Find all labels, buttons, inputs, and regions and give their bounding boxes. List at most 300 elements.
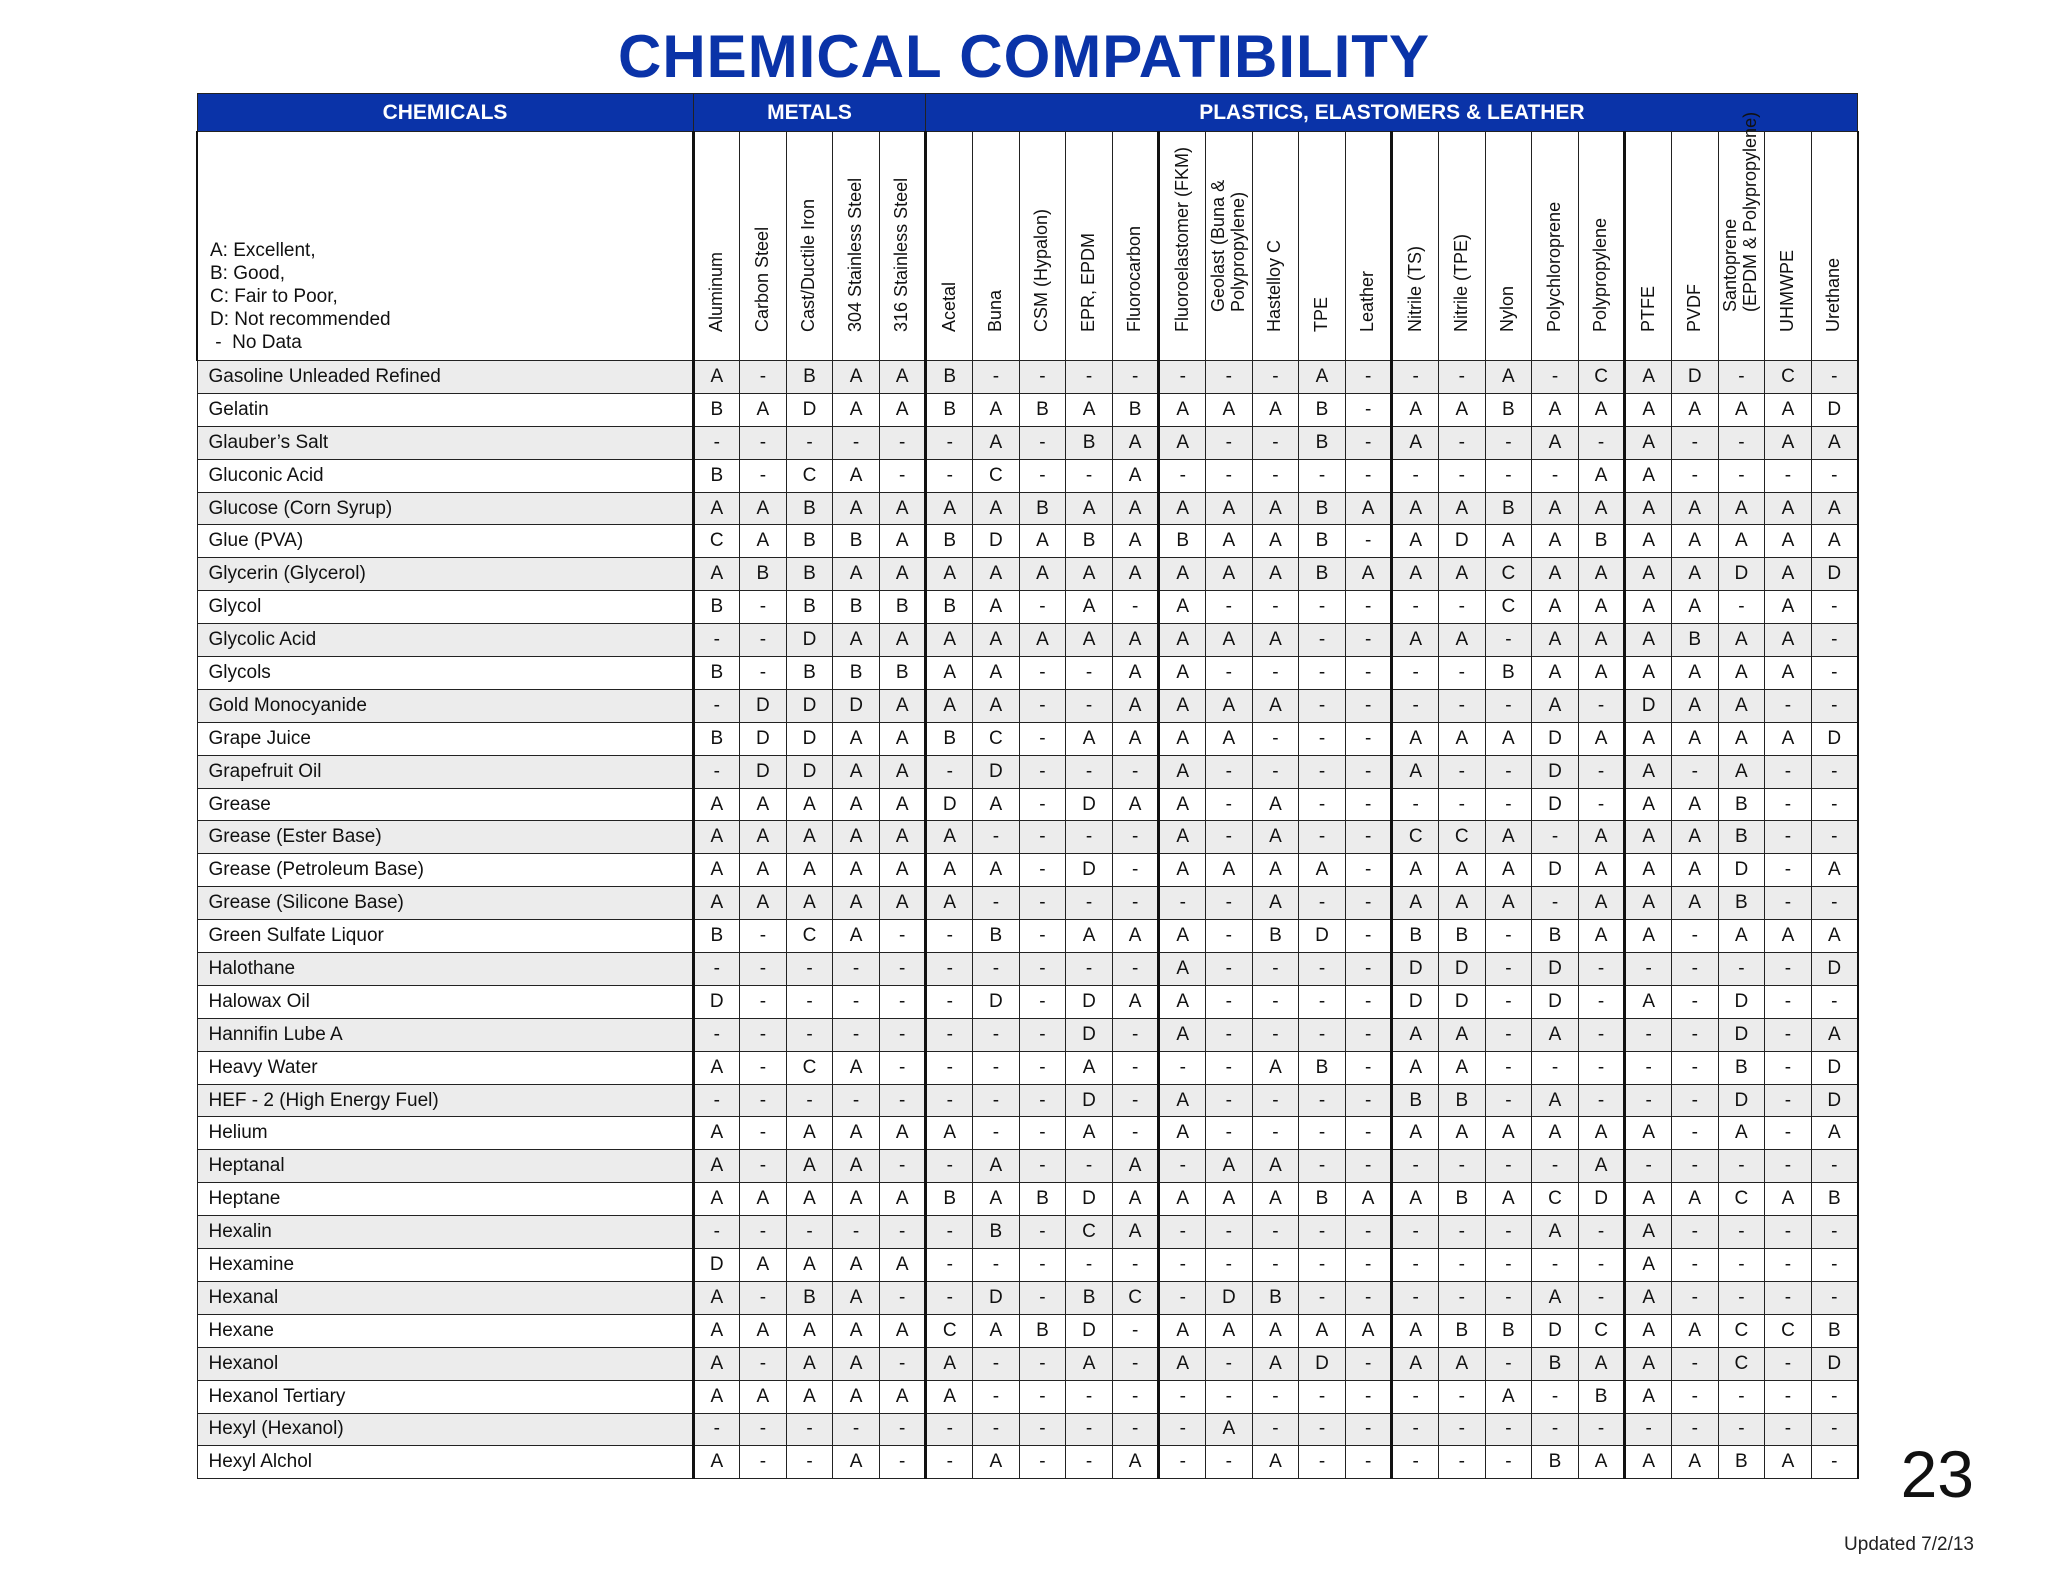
rating-cell: A [1578, 492, 1625, 525]
rating-cell: D [693, 985, 740, 1018]
rating-cell: B [1578, 525, 1625, 558]
rating-cell: C [1765, 361, 1812, 394]
rating-cell: A [1299, 854, 1346, 887]
column-header-label [1720, 112, 1760, 312]
rating-cell: A [1299, 361, 1346, 394]
rating-cell: - [1439, 1216, 1486, 1249]
rating-cell: B [1485, 492, 1532, 525]
rating-cell: - [1671, 1150, 1718, 1183]
rating-cell: - [879, 426, 926, 459]
rating-cell: A [833, 1183, 880, 1216]
chemical-name: Glue (PVA) [197, 525, 693, 558]
rating-cell: - [786, 1018, 833, 1051]
rating-cell: D [1718, 558, 1765, 591]
table-row [197, 1051, 1858, 1084]
rating-cell: A [1485, 1117, 1532, 1150]
rating-cell: - [1392, 459, 1439, 492]
rating-cell: - [693, 689, 740, 722]
rating-cell: D [1532, 788, 1579, 821]
rating-cell: D [973, 755, 1020, 788]
column-header-line: Buna [984, 289, 1005, 332]
column-header-label [798, 199, 818, 332]
column-header [1252, 132, 1299, 361]
rating-cell: - [693, 953, 740, 986]
rating-cell: B [786, 591, 833, 624]
rating-cell: B [693, 393, 740, 426]
rating-cell: B [786, 361, 833, 394]
rating-cell: A [879, 887, 926, 920]
rating-cell: - [1485, 1216, 1532, 1249]
rating-cell: - [1345, 1347, 1392, 1380]
chemical-name: Helium [197, 1117, 693, 1150]
rating-cell: B [1718, 788, 1765, 821]
rating-cell: A [1252, 525, 1299, 558]
rating-cell: B [1532, 1347, 1579, 1380]
rating-cell: - [1392, 1413, 1439, 1446]
rating-cell: - [1299, 887, 1346, 920]
rating-cell: A [879, 689, 926, 722]
rating-cell: - [1206, 755, 1253, 788]
table-row [197, 1413, 1858, 1446]
rating-cell: - [1718, 1249, 1765, 1282]
rating-cell: A [833, 1347, 880, 1380]
rating-cell: A [1112, 624, 1159, 657]
rating-cell: A [1578, 624, 1625, 657]
rating-cell: - [973, 1018, 1020, 1051]
column-header-line: Aluminum [705, 251, 726, 332]
rating-cell: - [1112, 821, 1159, 854]
rating-cell: - [1811, 887, 1858, 920]
column-header [973, 132, 1020, 361]
rating-cell: A [879, 788, 926, 821]
rating-cell: - [1206, 459, 1253, 492]
rating-cell: D [1578, 1183, 1625, 1216]
rating-cell: A [1252, 624, 1299, 657]
rating-cell: - [1811, 1150, 1858, 1183]
rating-cell: A [973, 558, 1020, 591]
rating-cell: - [926, 985, 973, 1018]
rating-cell: - [1252, 755, 1299, 788]
rating-cell: - [1345, 361, 1392, 394]
rating-cell: A [1206, 624, 1253, 657]
rating-cell: - [786, 426, 833, 459]
rating-cell: B [833, 525, 880, 558]
rating-cell: - [1345, 821, 1392, 854]
rating-cell: A [1532, 1117, 1579, 1150]
rating-cell: A [786, 1150, 833, 1183]
rating-cell: A [1765, 1183, 1812, 1216]
rating-cell: - [973, 1413, 1020, 1446]
rating-cell: A [1578, 393, 1625, 426]
column-header [1811, 132, 1858, 361]
column-header [1159, 132, 1206, 361]
rating-cell: - [1392, 788, 1439, 821]
rating-cell: D [833, 689, 880, 722]
rating-cell: A [1578, 459, 1625, 492]
rating-cell: - [1345, 722, 1392, 755]
rating-cell: A [1811, 1117, 1858, 1150]
rating-cell: B [1718, 1446, 1765, 1479]
rating-cell: - [1671, 1380, 1718, 1413]
page-title: CHEMICAL COMPATIBILITY [618, 23, 1430, 90]
rating-cell: - [1811, 755, 1858, 788]
rating-cell: - [1019, 1051, 1066, 1084]
rating-cell: - [1019, 361, 1066, 394]
rating-cell: A [1532, 1018, 1579, 1051]
rating-cell: - [1578, 1051, 1625, 1084]
rating-cell: - [926, 1249, 973, 1282]
rating-cell: - [1671, 1117, 1718, 1150]
rating-cell: - [1485, 1347, 1532, 1380]
rating-cell: - [740, 591, 787, 624]
rating-cell: A [693, 1117, 740, 1150]
rating-cell: A [833, 393, 880, 426]
rating-cell: - [1345, 1216, 1392, 1249]
rating-cell: A [1625, 887, 1672, 920]
rating-cell: - [1625, 953, 1672, 986]
rating-cell: - [1252, 1249, 1299, 1282]
rating-cell: A [693, 887, 740, 920]
column-header [1019, 132, 1066, 361]
rating-cell: A [1439, 558, 1486, 591]
column-header-line: PVDF [1683, 283, 1704, 332]
rating-cell: A [1765, 1446, 1812, 1479]
table-row [197, 722, 1858, 755]
rating-cell: - [1019, 1281, 1066, 1314]
table-row [197, 657, 1858, 690]
rating-cell: - [740, 459, 787, 492]
rating-cell: A [1252, 1150, 1299, 1183]
rating-cell: - [973, 1347, 1020, 1380]
rating-cell: A [833, 459, 880, 492]
rating-cell: A [1532, 624, 1579, 657]
compatibility-table [196, 93, 1859, 1479]
rating-cell: - [926, 920, 973, 953]
rating-cell: - [1485, 1084, 1532, 1117]
rating-cell: - [1206, 920, 1253, 953]
rating-cell: - [1159, 1150, 1206, 1183]
rating-cell: - [1206, 953, 1253, 986]
rating-cell: A [1578, 1150, 1625, 1183]
rating-cell: A [833, 1150, 880, 1183]
chemical-name: Grapefruit Oil [197, 755, 693, 788]
rating-cell: - [1299, 788, 1346, 821]
rating-cell: - [879, 920, 926, 953]
rating-cell: A [693, 1281, 740, 1314]
rating-cell: - [1811, 591, 1858, 624]
rating-cell: A [1206, 689, 1253, 722]
rating-cell: - [1439, 1380, 1486, 1413]
column-header-label [1777, 250, 1797, 332]
rating-cell: A [1206, 1183, 1253, 1216]
rating-cell: D [1532, 953, 1579, 986]
rating-cell: A [1159, 755, 1206, 788]
chemical-name: Grease (Silicone Base) [197, 887, 693, 920]
rating-cell: A [833, 1051, 880, 1084]
rating-cell: A [973, 788, 1020, 821]
rating-cell: - [1159, 1051, 1206, 1084]
rating-cell: A [693, 1314, 740, 1347]
rating-cell: B [1811, 1314, 1858, 1347]
rating-cell: - [740, 361, 787, 394]
column-header-row [197, 132, 1858, 361]
rating-cell: - [1718, 1413, 1765, 1446]
column-header-label [1078, 233, 1098, 332]
rating-cell: - [1345, 591, 1392, 624]
rating-cell: B [879, 591, 926, 624]
rating-cell: A [1625, 393, 1672, 426]
rating-cell: A [1252, 1314, 1299, 1347]
rating-cell: - [879, 1084, 926, 1117]
table-row [197, 1183, 1858, 1216]
rating-cell: A [1439, 887, 1486, 920]
rating-cell: A [786, 1380, 833, 1413]
rating-cell: - [1345, 1051, 1392, 1084]
rating-cell: - [1345, 459, 1392, 492]
rating-cell: A [693, 1150, 740, 1183]
rating-cell: - [1299, 1018, 1346, 1051]
rating-cell: A [740, 1380, 787, 1413]
rating-cell: A [1532, 492, 1579, 525]
rating-cell: - [1811, 1249, 1858, 1282]
rating-cell: - [1206, 985, 1253, 1018]
column-header-line: Fluoroelastomer (FKM) [1171, 146, 1192, 332]
rating-cell: A [1765, 591, 1812, 624]
column-header-line: 304 Stainless Steel [845, 177, 866, 332]
rating-cell: B [693, 591, 740, 624]
rating-cell: A [1671, 788, 1718, 821]
rating-cell: - [1765, 953, 1812, 986]
table-row [197, 985, 1858, 1018]
rating-cell: - [1765, 1018, 1812, 1051]
column-header [1625, 132, 1672, 361]
rating-cell: A [1671, 1183, 1718, 1216]
rating-cell: A [1671, 525, 1718, 558]
rating-cell: - [1206, 1216, 1253, 1249]
rating-cell: D [1532, 985, 1579, 1018]
rating-cell: - [1112, 1347, 1159, 1380]
rating-cell: - [1252, 1380, 1299, 1413]
group-plastics: PLASTICS, ELASTOMERS & LEATHER [926, 94, 1858, 132]
column-header-label [1497, 286, 1517, 332]
rating-cell: A [833, 887, 880, 920]
rating-cell: - [1718, 1380, 1765, 1413]
rating-cell: A [1532, 1216, 1579, 1249]
rating-cell: A [693, 1183, 740, 1216]
rating-cell: A [879, 492, 926, 525]
rating-cell: B [1159, 525, 1206, 558]
rating-cell: B [926, 722, 973, 755]
rating-cell: A [1439, 1018, 1486, 1051]
rating-cell: A [1671, 393, 1718, 426]
rating-cell: - [973, 821, 1020, 854]
rating-cell: - [1345, 426, 1392, 459]
rating-cell: A [1485, 722, 1532, 755]
rating-cell: A [1252, 887, 1299, 920]
rating-cell: - [786, 953, 833, 986]
column-header-line: PTFE [1637, 285, 1658, 332]
rating-cell: B [1066, 426, 1113, 459]
rating-cell: - [1159, 1380, 1206, 1413]
rating-cell: A [740, 1314, 787, 1347]
rating-cell: - [1392, 1150, 1439, 1183]
rating-cell: - [740, 953, 787, 986]
rating-cell: A [1392, 1183, 1439, 1216]
rating-cell: - [1392, 361, 1439, 394]
rating-cell: - [926, 755, 973, 788]
rating-cell: - [926, 1150, 973, 1183]
rating-cell: - [1299, 1380, 1346, 1413]
rating-cell: - [1439, 755, 1486, 788]
rating-cell: D [1811, 393, 1858, 426]
group-metals: METALS [693, 94, 926, 132]
rating-cell: - [1485, 755, 1532, 788]
rating-cell: - [1578, 953, 1625, 986]
rating-cell: - [1019, 1216, 1066, 1249]
rating-cell: - [1578, 426, 1625, 459]
rating-cell: - [1485, 689, 1532, 722]
rating-cell: B [1299, 558, 1346, 591]
rating-cell: A [879, 558, 926, 591]
rating-cell: A [1625, 558, 1672, 591]
column-header-line: Urethane [1823, 257, 1844, 332]
rating-cell: A [1345, 558, 1392, 591]
rating-cell: A [1625, 1117, 1672, 1150]
rating-cell: A [1671, 689, 1718, 722]
chemical-name: Hannifin Lube A [197, 1018, 693, 1051]
rating-cell: D [1811, 1347, 1858, 1380]
rating-cell: A [1671, 492, 1718, 525]
rating-cell: - [1299, 689, 1346, 722]
rating-cell: - [1112, 1051, 1159, 1084]
rating-cell: A [833, 1446, 880, 1479]
rating-cell: A [879, 1249, 926, 1282]
rating-cell: A [1159, 1183, 1206, 1216]
rating-cell: - [1066, 657, 1113, 690]
rating-cell: A [693, 821, 740, 854]
rating-cell: A [1485, 854, 1532, 887]
rating-cell: A [1206, 1314, 1253, 1347]
rating-cell: - [1485, 953, 1532, 986]
column-header-label [1405, 246, 1425, 332]
rating-cell: A [1206, 558, 1253, 591]
table-row [197, 459, 1858, 492]
column-header [693, 132, 740, 361]
rating-cell: - [1485, 624, 1532, 657]
chemical-name: Hexyl (Hexanol) [197, 1413, 693, 1446]
rating-cell: C [1532, 1183, 1579, 1216]
rating-cell: - [740, 1216, 787, 1249]
rating-cell: - [1206, 788, 1253, 821]
rating-cell: A [1532, 591, 1579, 624]
rating-cell: A [1392, 525, 1439, 558]
rating-cell: - [1252, 1413, 1299, 1446]
rating-cell: A [1625, 821, 1672, 854]
rating-cell: A [973, 393, 1020, 426]
rating-cell: - [1811, 985, 1858, 1018]
rating-cell: A [1532, 525, 1579, 558]
rating-cell: A [926, 854, 973, 887]
rating-cell: - [1112, 591, 1159, 624]
chemical-name: Hexanal [197, 1281, 693, 1314]
rating-cell: A [1112, 920, 1159, 953]
rating-cell: - [1485, 985, 1532, 1018]
chemical-name: Grease (Petroleum Base) [197, 854, 693, 887]
chemical-name: Hexalin [197, 1216, 693, 1249]
rating-cell: - [926, 1084, 973, 1117]
rating-cell: - [1019, 1150, 1066, 1183]
rating-cell: - [1811, 689, 1858, 722]
rating-cell: - [1811, 821, 1858, 854]
column-header-label [1357, 271, 1377, 332]
column-header [879, 132, 926, 361]
rating-cell: - [1019, 1117, 1066, 1150]
rating-cell: - [1345, 1150, 1392, 1183]
rating-cell: - [1811, 1446, 1858, 1479]
rating-cell: - [879, 985, 926, 1018]
rating-cell: A [786, 1314, 833, 1347]
table-row [197, 1150, 1858, 1183]
rating-cell: A [1625, 525, 1672, 558]
rating-cell: A [1765, 426, 1812, 459]
rating-cell: - [1811, 624, 1858, 657]
rating-cell: - [1718, 426, 1765, 459]
rating-cell: - [1345, 788, 1392, 821]
table-row [197, 393, 1858, 426]
rating-cell: A [1439, 1347, 1486, 1380]
rating-cell: - [1019, 722, 1066, 755]
table-row [197, 1347, 1858, 1380]
rating-cell: - [1206, 1117, 1253, 1150]
rating-cell: - [879, 1347, 926, 1380]
rating-cell: - [1252, 985, 1299, 1018]
table-row [197, 1314, 1858, 1347]
rating-cell: A [1112, 1150, 1159, 1183]
rating-cell: A [879, 755, 926, 788]
column-header-line: Carbon Steel [751, 226, 772, 332]
rating-cell: - [1206, 1051, 1253, 1084]
rating-cell: D [1718, 1018, 1765, 1051]
rating-cell: - [1765, 459, 1812, 492]
rating-cell: D [1066, 985, 1113, 1018]
rating-cell: - [693, 755, 740, 788]
rating-cell: A [1112, 985, 1159, 1018]
rating-cell: - [973, 953, 1020, 986]
rating-cell: B [1811, 1183, 1858, 1216]
rating-cell: A [1112, 459, 1159, 492]
rating-cell: - [1159, 1413, 1206, 1446]
rating-cell: A [1439, 1117, 1486, 1150]
rating-cell: - [1439, 361, 1486, 394]
rating-cell: A [973, 426, 1020, 459]
rating-cell: - [1625, 1084, 1672, 1117]
rating-cell: A [1578, 821, 1625, 854]
rating-cell: C [973, 459, 1020, 492]
rating-cell: B [1299, 426, 1346, 459]
rating-cell: A [833, 558, 880, 591]
rating-cell: D [1718, 985, 1765, 1018]
column-header-line: Cast/Ductile Iron [798, 198, 819, 332]
rating-cell: B [1392, 920, 1439, 953]
rating-cell: D [693, 1249, 740, 1282]
rating-cell: B [1252, 1281, 1299, 1314]
rating-cell: C [1392, 821, 1439, 854]
rating-cell: - [1532, 887, 1579, 920]
rating-cell: A [1252, 1347, 1299, 1380]
rating-cell: A [1625, 591, 1672, 624]
rating-cell: - [1345, 1249, 1392, 1282]
rating-cell: - [1811, 1413, 1858, 1446]
